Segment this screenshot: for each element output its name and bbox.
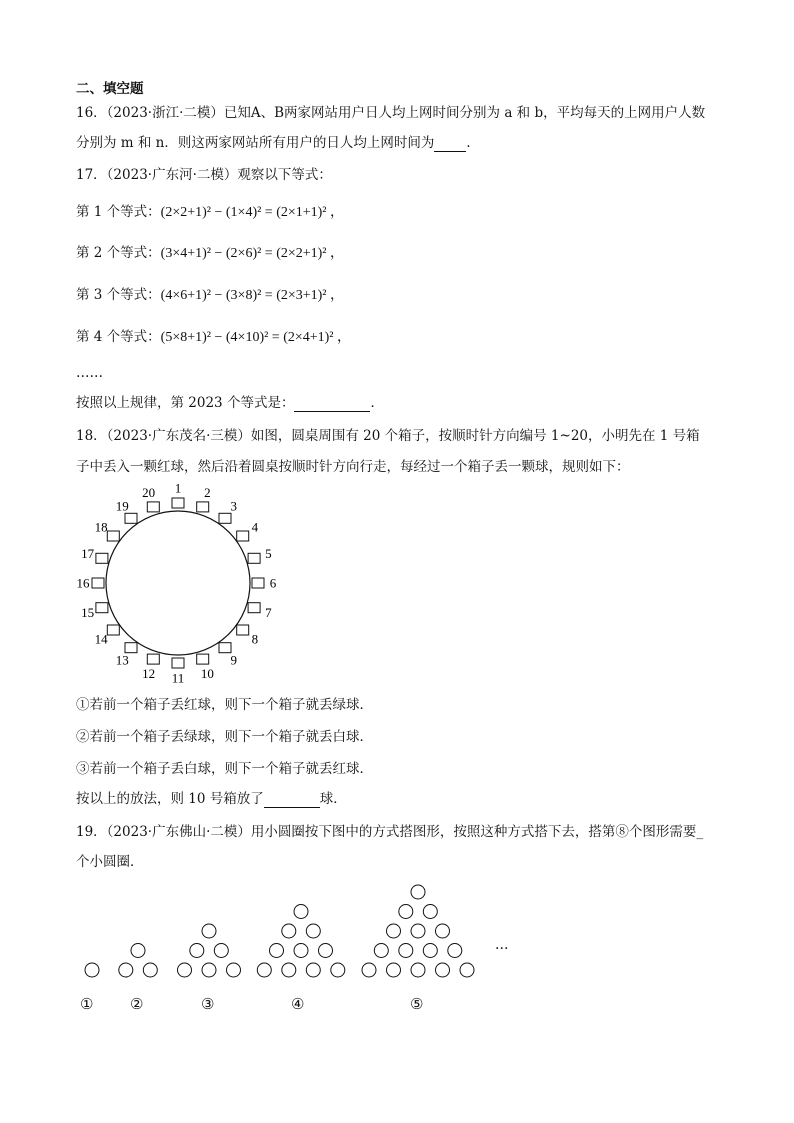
small-circle <box>270 944 284 958</box>
small-circle <box>306 924 320 938</box>
box-number-label: 19 <box>115 498 129 514</box>
small-circle <box>436 963 450 977</box>
figure-label-4: ④ <box>291 995 305 1013</box>
small-circle <box>178 963 192 977</box>
q18-ask <box>76 790 347 808</box>
q17-eq-label: 第 4 个等式： <box>76 329 161 345</box>
box-number-label: 12 <box>142 665 156 681</box>
box-7 <box>248 603 260 613</box>
small-circle <box>399 944 413 958</box>
q18-rule-1: ①若前一个箱子丢红球，则下一个箱子就丢绿球． <box>76 697 373 713</box>
box-number-label: 9 <box>230 652 238 668</box>
box-number-label: 2 <box>204 485 211 501</box>
box-number-label: 3 <box>230 498 238 514</box>
q19-line2: 个小圆圈． <box>76 854 144 870</box>
box-number-label: 6 <box>269 575 277 591</box>
figure-label-2: ② <box>130 995 144 1013</box>
small-circle <box>131 944 145 958</box>
small-circle <box>190 944 204 958</box>
q18-ask-text: 按以上的放法，则 10 号箱放了 <box>76 791 264 807</box>
q18-end: 球． <box>319 791 347 807</box>
box-number-label: 7 <box>265 604 272 620</box>
box-20 <box>147 502 159 512</box>
box-14 <box>107 625 119 635</box>
small-circle <box>423 905 437 919</box>
box-11 <box>172 658 184 668</box>
section-header: 二、填空题 <box>76 81 144 97</box>
small-circle <box>214 944 228 958</box>
small-circle <box>119 963 133 977</box>
box-number-label: 10 <box>200 665 214 681</box>
figure-label-3: ③ <box>201 995 215 1013</box>
q16-line2-text: 分别为 m 和 n．则这两家网站所有用户的日人均上网时间为 <box>76 135 435 151</box>
box-number-label: 13 <box>115 652 129 668</box>
figure-label-5: ⑤ <box>410 995 424 1013</box>
box-number-label: 4 <box>251 519 259 535</box>
small-circle <box>282 924 296 938</box>
box-18 <box>107 531 119 541</box>
box-2 <box>197 502 209 512</box>
box-number-label: 20 <box>142 485 156 501</box>
small-circle <box>374 944 388 958</box>
small-circle <box>411 963 425 977</box>
box-number-label: 1 <box>174 480 182 496</box>
small-circle <box>387 963 401 977</box>
q18-line1: 18．（2023·广东茂名·三模）如图，圆桌周围有 20 个箱子，按顺时针方向编号 1~20，小明先在 1 号箱 <box>76 428 700 444</box>
small-circle <box>387 924 401 938</box>
q19-line1: 19．（2023·广东佛山·二模）用小圆圈按下图中的方式搭图形，按照这种方式搭下去，搭第⑧个图形需要_ <box>76 824 704 840</box>
small-circle <box>294 905 308 919</box>
box-13 <box>125 643 137 653</box>
small-circle <box>331 963 345 977</box>
box-6 <box>252 578 264 588</box>
small-circle <box>202 963 216 977</box>
box-1 <box>172 498 184 508</box>
q18-rule-2: ②若前一个箱子丢绿球，则下一个箱子就丢白球． <box>76 729 373 745</box>
small-circle <box>257 963 271 977</box>
q17-eq-label: 第 1 个等式： <box>76 204 161 220</box>
q17-intro: 17．（2023·广东河·二模）观察以下等式： <box>76 167 332 183</box>
q17-eq-label: 第 2 个等式： <box>76 245 161 261</box>
box-19 <box>125 513 137 523</box>
small-circle <box>423 944 437 958</box>
q17-eq-expr: (2×2+1)² − (1×4)² = (2×1+1)² ， <box>160 205 345 220</box>
small-circle <box>306 963 320 977</box>
small-circle <box>227 963 241 977</box>
box-number-label: 18 <box>94 519 108 535</box>
q17-eq-expr: (5×8+1)² − (4×10)² = (2×4+1)² ， <box>160 330 352 345</box>
q17-eq-expr: (4×6+1)² − (3×8)² = (2×3+1)² ， <box>160 288 345 303</box>
small-circle <box>319 944 333 958</box>
box-4 <box>237 531 249 541</box>
box-15 <box>96 603 108 613</box>
q17-ellipsis: …… <box>76 365 103 381</box>
box-12 <box>147 654 159 664</box>
box-number-label: 14 <box>94 631 108 647</box>
q17-ask-text: 按照以上规律，第 2023 个等式是： <box>76 395 295 411</box>
figure-label-1: ① <box>80 995 94 1013</box>
figure-ellipsis: … <box>495 937 509 953</box>
box-number-label: 5 <box>265 546 272 562</box>
small-circle <box>460 963 474 977</box>
box-number-label: 11 <box>171 670 185 686</box>
q17-eq-label: 第 3 个等式： <box>76 287 161 303</box>
small-circle <box>85 963 99 977</box>
box-number-label: 8 <box>251 631 259 647</box>
small-circle <box>436 924 450 938</box>
small-circle <box>448 944 462 958</box>
box-3 <box>219 513 231 523</box>
box-9 <box>219 643 231 653</box>
box-17 <box>96 553 108 563</box>
small-circle <box>143 963 157 977</box>
q16-end: ． <box>466 135 480 151</box>
round-table <box>106 511 250 655</box>
box-10 <box>197 654 209 664</box>
box-number-label: 16 <box>76 575 90 591</box>
q16-line1: 16．（2023·浙江·二模）已知A、B两家网站用户日人均上网时间分别为 a 和 b，平均每天的上网用户人数 <box>76 105 706 121</box>
small-circle <box>362 963 376 977</box>
small-circle <box>399 905 413 919</box>
box-16 <box>92 578 104 588</box>
q17-end: ． <box>370 395 384 411</box>
small-circle <box>202 924 216 938</box>
box-8 <box>237 625 249 635</box>
box-5 <box>248 553 260 563</box>
small-circle <box>294 944 308 958</box>
box-number-label: 15 <box>81 604 95 620</box>
q18-answer-blank[interactable] <box>264 793 320 808</box>
q18-line2: 子中丢入一颗红球，然后沿着圆桌按顺时针方向行走，每经过一个箱子丢一颗球，规则如下： <box>76 459 630 475</box>
small-circle <box>411 885 425 899</box>
small-circle <box>282 963 296 977</box>
q17-eq-expr: (3×4+1)² − (2×6)² = (2×2+1)² ， <box>160 246 345 261</box>
small-circle <box>411 924 425 938</box>
circle-figures <box>85 885 474 977</box>
box-number-label: 17 <box>81 546 95 562</box>
q18-rule-3: ③若前一个箱子丢白球，则下一个箱子就丢红球． <box>76 761 373 777</box>
